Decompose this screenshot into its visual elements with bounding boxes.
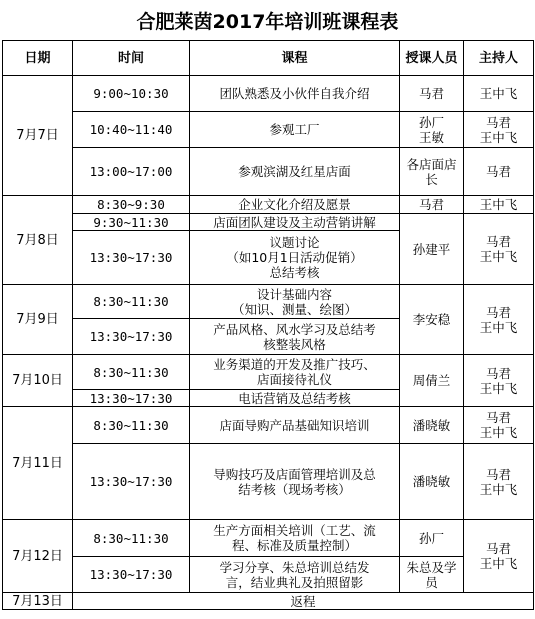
course-schedule-table xyxy=(2,40,534,610)
teacher-line: 朱总及学 xyxy=(406,559,457,575)
table-row xyxy=(3,593,534,610)
course-cell xyxy=(190,231,400,285)
header-course: 课程 xyxy=(190,41,400,76)
course-cell xyxy=(190,196,400,214)
teacher-line: 李安稳 xyxy=(412,312,451,327)
course-cell xyxy=(190,319,400,355)
date-cell: 7月11日 xyxy=(3,407,73,520)
time-cell: 13:30~17:30 xyxy=(73,444,190,520)
table-row xyxy=(3,148,534,196)
host-line: 马君 xyxy=(485,114,511,130)
host-cell xyxy=(464,148,534,196)
course-line: 总结考核 xyxy=(269,265,320,280)
header-row xyxy=(3,41,534,76)
time-cell: 13:30~17:30 xyxy=(73,231,190,285)
teacher-line: 潘晓敏 xyxy=(412,474,451,489)
teacher-cell xyxy=(400,196,464,214)
course-line: 返程 xyxy=(290,593,316,609)
header-host: 主持人 xyxy=(464,41,534,76)
header-time: 时间 xyxy=(73,41,190,76)
table-row xyxy=(3,520,534,557)
course-line: 结考核（现场考核） xyxy=(238,481,351,497)
course-line: 核整装风格 xyxy=(263,336,326,352)
course-line: 程、标准及质量控制） xyxy=(231,538,357,553)
time-cell: 8:30~11:30 xyxy=(73,285,190,319)
teacher-line: 长 xyxy=(425,171,438,187)
course-cell xyxy=(190,407,400,444)
teacher-line: 孙厂 xyxy=(418,114,444,130)
table-row xyxy=(3,557,534,593)
host-line: 马君 xyxy=(485,410,511,425)
course-line: （知识、测量、绘图） xyxy=(231,301,357,317)
course-line: 参观滨湖及红星店面 xyxy=(238,164,351,179)
host-line: 马君 xyxy=(485,234,511,249)
teacher-cell xyxy=(400,76,464,112)
host-cell xyxy=(464,196,534,214)
date-cell: 7月12日 xyxy=(3,520,73,593)
teacher-line: 周倩兰 xyxy=(412,373,451,388)
host-cell xyxy=(464,407,534,444)
host-line: 王中飞 xyxy=(479,425,518,440)
course-line: 设计基础内容 xyxy=(256,286,332,302)
host-line: 马君 xyxy=(485,466,511,482)
table-row xyxy=(3,196,534,214)
teacher-cell xyxy=(400,407,464,444)
table-row xyxy=(3,214,534,231)
host-cell xyxy=(464,112,534,148)
course-line: 产品风格、风水学习及总结考 xyxy=(213,321,376,337)
teacher-cell xyxy=(400,520,464,557)
time-cell: 13:00~17:00 xyxy=(73,148,190,196)
teacher-cell xyxy=(400,214,464,285)
course-cell xyxy=(190,520,400,557)
teacher-line: 各店面店 xyxy=(406,156,457,172)
teacher-line: 孙厂 xyxy=(418,530,444,546)
host-line: 王中飞 xyxy=(479,380,518,396)
table-row xyxy=(3,112,534,148)
table-row xyxy=(3,285,534,319)
teacher-cell xyxy=(400,557,464,593)
course-cell xyxy=(190,557,400,593)
course-line: 生产方面相关培训（工艺、流 xyxy=(213,523,376,538)
time-cell: 13:30~17:30 xyxy=(73,319,190,355)
teacher-cell xyxy=(400,355,464,407)
teacher-line: 马君 xyxy=(418,197,444,212)
time-cell: 13:30~17:30 xyxy=(73,557,190,593)
course-line: 学习分享、朱总培训总结发 xyxy=(219,559,370,575)
host-cell xyxy=(464,285,534,355)
host-line: 王中飞 xyxy=(479,129,518,145)
host-line: 王中飞 xyxy=(479,319,518,335)
host-line: 马君 xyxy=(485,304,511,320)
teacher-cell xyxy=(400,444,464,520)
course-line: 店面接待礼仪 xyxy=(256,372,332,387)
time-cell: 8:30~11:30 xyxy=(73,355,190,390)
teacher-line: 马君 xyxy=(418,86,444,101)
host-cell xyxy=(464,520,534,593)
time-cell: 9:00~10:30 xyxy=(73,76,190,112)
time-cell: 8:30~11:30 xyxy=(73,407,190,444)
course-line: 电话营销及总结考核 xyxy=(238,390,351,406)
date-cell: 7月9日 xyxy=(3,285,73,355)
table-row xyxy=(3,407,534,444)
teacher-cell xyxy=(400,285,464,355)
teacher-line: 潘晓敏 xyxy=(412,417,451,433)
host-cell xyxy=(464,76,534,112)
course-cell xyxy=(73,593,534,610)
host-cell xyxy=(464,355,534,407)
course-line: 参观工厂 xyxy=(269,122,320,137)
time-cell: 10:40~11:40 xyxy=(73,112,190,148)
host-line: 王中飞 xyxy=(479,86,518,101)
host-line: 王中飞 xyxy=(479,197,518,212)
table-row xyxy=(3,76,534,112)
header-teacher: 授课人员 xyxy=(400,41,464,76)
course-line: 店面导购产品基础知识培训 xyxy=(219,417,370,433)
course-line: 业务渠道的开发及推广技巧、 xyxy=(213,357,376,372)
teacher-cell xyxy=(400,112,464,148)
time-cell: 13:30~17:30 xyxy=(73,390,190,407)
course-cell xyxy=(190,355,400,390)
time-cell: 8:30~11:30 xyxy=(73,520,190,557)
date-cell: 7月7日 xyxy=(3,76,73,196)
course-line: 企业文化介绍及愿景 xyxy=(238,197,351,212)
course-line: 议题讨论 xyxy=(269,235,320,250)
host-line: 马君 xyxy=(485,164,511,179)
date-cell: 7月8日 xyxy=(3,196,73,285)
course-line: 导购技巧及店面管理培训及总 xyxy=(213,466,376,482)
teacher-line: 员 xyxy=(425,574,438,590)
table-row xyxy=(3,444,534,520)
time-cell: 8:30~9:30 xyxy=(73,196,190,214)
host-cell xyxy=(464,444,534,520)
course-cell xyxy=(190,214,400,231)
course-line: 团队熟悉及小伙伴自我介绍 xyxy=(219,86,370,101)
teacher-line: 孙建平 xyxy=(412,241,451,257)
host-line: 马君 xyxy=(485,365,511,381)
teacher-line: 王敏 xyxy=(418,129,444,145)
course-cell xyxy=(190,444,400,520)
date-cell: 7月10日 xyxy=(3,355,73,407)
time-cell: 9:30~11:30 xyxy=(73,214,190,231)
host-line: 王中飞 xyxy=(479,249,518,264)
course-line: （如10月1日活动促销） xyxy=(226,250,363,265)
course-cell xyxy=(190,112,400,148)
table-row xyxy=(3,355,534,390)
course-cell xyxy=(190,76,400,112)
course-line: 店面团队建设及主动营销讲解 xyxy=(213,214,376,230)
host-cell xyxy=(464,214,534,285)
host-line: 王中飞 xyxy=(479,481,518,497)
teacher-cell xyxy=(400,148,464,196)
course-cell xyxy=(190,285,400,319)
course-cell xyxy=(190,148,400,196)
course-line: 言，结业典礼及拍照留影 xyxy=(225,574,364,590)
date-cell: 7月13日 xyxy=(3,593,73,610)
header-date: 日期 xyxy=(3,41,73,76)
host-line: 马君 xyxy=(485,541,511,556)
page-title: 合肥莱茵2017年培训班课程表 xyxy=(136,10,399,33)
course-cell xyxy=(190,390,400,407)
host-line: 王中飞 xyxy=(479,556,518,571)
